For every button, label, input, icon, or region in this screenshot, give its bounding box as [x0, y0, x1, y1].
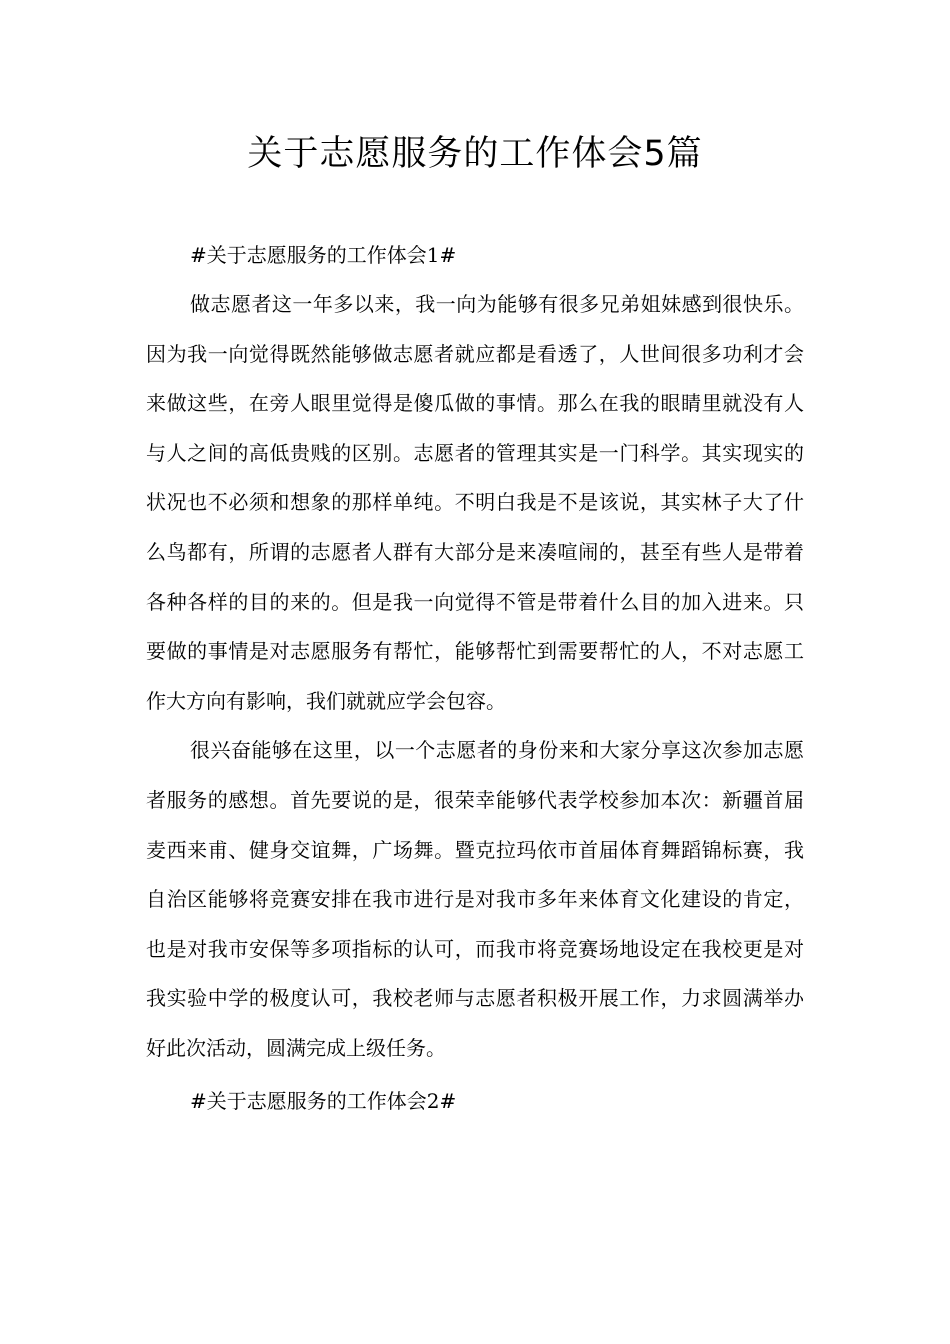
- section-1-paragraph-1: 做志愿者这一年多以来，我一向为能够有很多兄弟姐妹感到很快乐。因为我一向觉得既然能够做志愿者就应都是看透了，人世间很多功利才会来做这些，在旁人眼里觉得是傻瓜做的事情。那么在我的眼睛里就没有人与人之间的高低贵贱的区别。志愿者的管理其实是一门科学。其实现实的状况也不必须和想象的那样单纯。不明白我是不是该说，其实林子大了什么鸟都有，所谓的志愿者人群有大部分是来凑喧闹的，甚至有些人是带着各种各样的目的来的。但是我一向觉得不管是带着什么目的加入进来。只要做的事情是对志愿服务有帮忙，能够帮忙到需要帮忙的人，不对志愿工作大方向有影响，我们就就应学会包容。: [146, 292, 804, 713]
- document-title: 关于志愿服务的工作体会5篇: [247, 134, 703, 174]
- section-1-paragraph-2: 很兴奋能够在这里，以一个志愿者的身份来和大家分享这次参加志愿者服务的感想。首先要说的是，很荣幸能够代表学校参加本次：新疆首届麦西来甫、健身交谊舞，广场舞。暨克拉玛依市首届体育舞蹈锦标赛，我自治区能够将竞赛安排在我市进行是对我市多年来体育文化建设的肯定，也是对我市安保等多项指标的认可，而我市将竞赛场地设定在我校更是对我实验中学的极度认可，我校老师与志愿者积极开展工作，力求圆满举办好此次活动，圆满完成上级任务。: [146, 738, 804, 1060]
- section-heading-1: #关于志愿服务的工作体会1#: [190, 243, 457, 267]
- section-heading-2: #关于志愿服务的工作体会2#: [190, 1088, 457, 1113]
